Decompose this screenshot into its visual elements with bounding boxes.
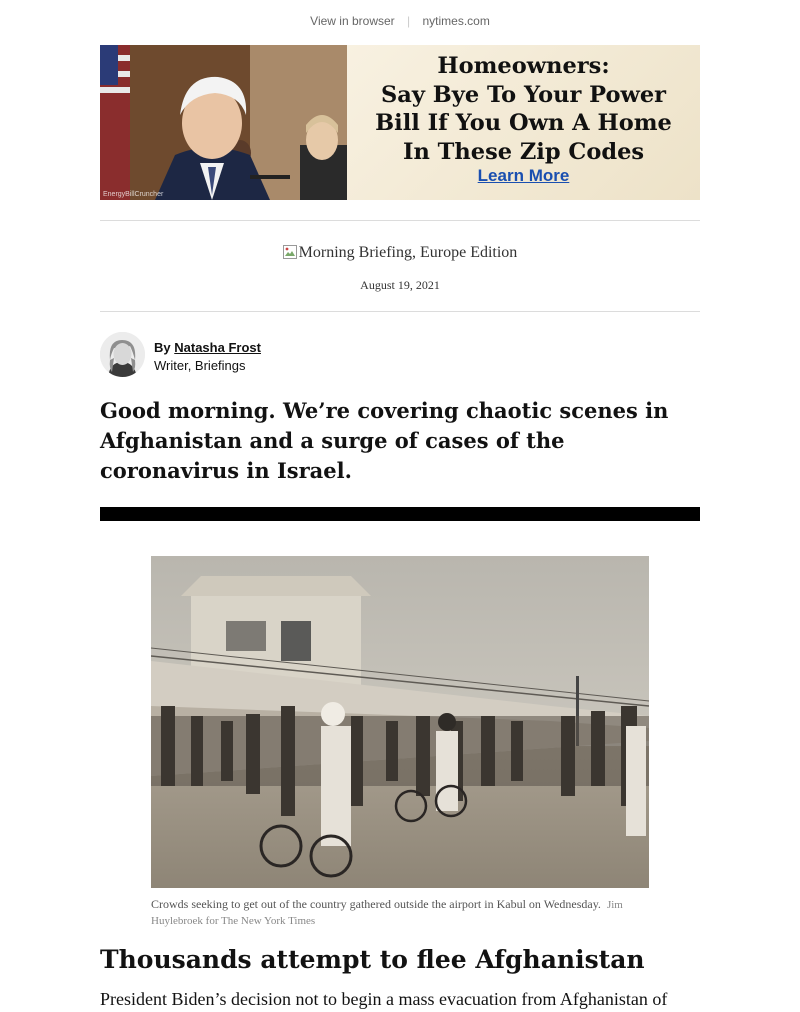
divider	[100, 220, 700, 221]
advertisement-banner[interactable]	[100, 45, 700, 200]
briefing-intro: Good morning. We’re covering chaotic scenes in Afghanistan and a surge of cases of the coronavirus in Israel.	[100, 398, 669, 483]
masthead[interactable]	[0, 244, 800, 262]
top-utility-bar	[0, 14, 800, 28]
author-role: Writer, Briefings	[154, 358, 246, 373]
divider	[100, 311, 700, 312]
ad-headline	[347, 52, 700, 166]
story-body-text: President Biden’s decision not to begin a mass evacuation from Afghanistan of	[100, 989, 668, 1009]
broken-image-icon	[283, 245, 297, 259]
section-divider-bar	[100, 507, 700, 521]
masthead-alt-text: Morning Briefing, Europe Edition	[298, 244, 518, 261]
author-avatar	[100, 332, 145, 377]
separator: |	[407, 14, 411, 28]
ad-headline-line: Say Bye To Your Power	[381, 81, 666, 108]
ad-headline-line: In These Zip Codes	[402, 138, 645, 165]
caption-text: Crowds seeking to get out of the country gathered outside the airport in Kabul on Wednesday.	[151, 897, 601, 911]
ad-learn-more-link[interactable]: Learn More	[477, 166, 570, 185]
nytimes-link[interactable]: nytimes.com	[422, 14, 490, 28]
author-name	[154, 340, 261, 355]
ad-text-panel	[347, 45, 700, 200]
briefing-date: August 19, 2021	[360, 278, 440, 292]
ad-brand-label: EnergyBillCruncher	[103, 191, 164, 198]
byline-prefix: By	[154, 340, 171, 355]
author-link[interactable]: Natasha Frost	[174, 340, 261, 355]
ad-headline-line: Homeowners:	[437, 53, 610, 79]
photo-caption	[151, 897, 649, 929]
photo-credit: Jim Huylebroek for The New York Times	[151, 899, 623, 927]
lead-photo[interactable]	[151, 556, 649, 888]
view-in-browser-link[interactable]: View in browser	[310, 14, 395, 28]
ad-headline-line: Bill If You Own A Home	[375, 110, 672, 136]
story-headline: Thousands attempt to flee Afghanistan	[100, 945, 645, 974]
ad-photo	[100, 45, 347, 200]
byline	[100, 332, 700, 378]
